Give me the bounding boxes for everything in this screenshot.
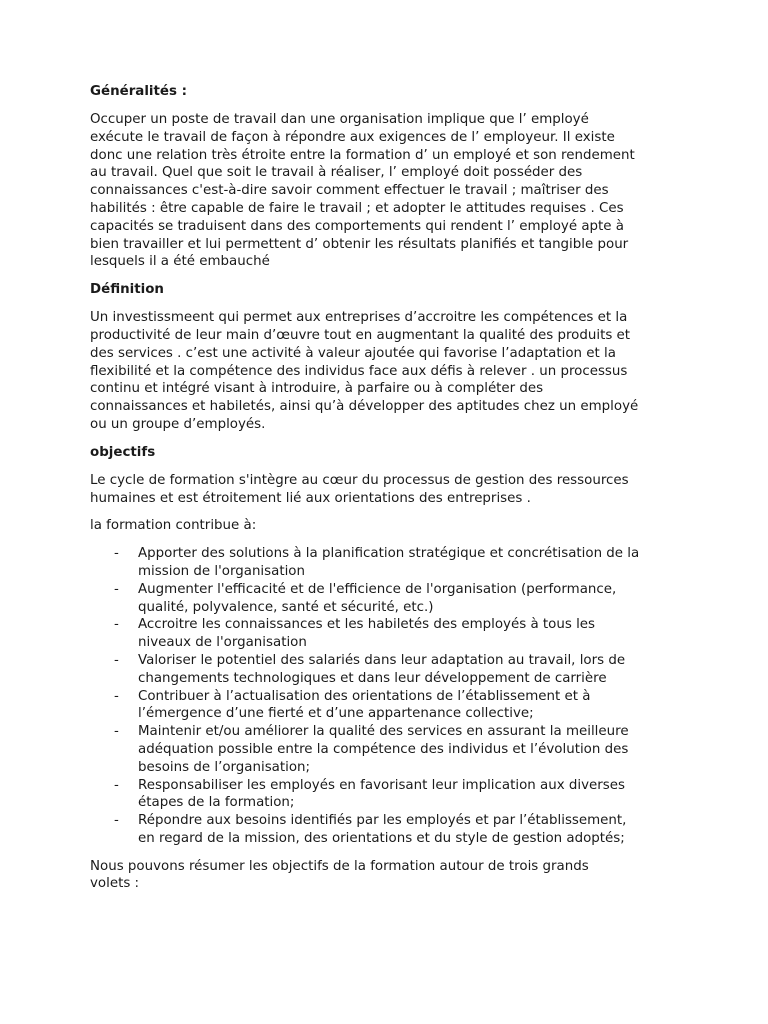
objectives-list [90,545,680,848]
bullet-dash: - [114,652,119,668]
list-item-text: Apporter des solutions à la planification stratégique et concrétisation de la mission de l'organisation [138,546,640,579]
bullet-dash: - [114,617,119,633]
bullet-dash: - [114,581,119,597]
list-item [90,688,680,724]
list-item-text: Responsabiliser les employés en favorisant leur implication aux diverses étapes de la formation; [138,777,625,811]
paragraph-closing: Nous pouvons résumer les objectifs de la formation autour de trois grands volets : [90,858,589,892]
list-item-text: Augmenter l'efficacité et de l'efficience de l'organisation (performance, qualité, polyvalence, santé et sécurité, etc.) [138,581,617,615]
list-item-text: Valoriser le potentiel des salariés dans leur adaptation au travail, lors de changements technologiques et dans leur développement de carrière [138,652,626,686]
paragraph-formation-contribue: la formation contribue à: [90,518,257,534]
paragraph-generalites: Occuper un poste de travail dan une organisation implique que l’ employé exécute le travail de façon à répondre aux exigences de l’ employeur. Il existe donc une relation très étroite entre la formation d’ un employé et son rendement au travail. Quel que soit le travail à réaliser, l’ employé doit posséder des connaissances c'est-à-dire savoir comment effectuer le travail ; maîtriser des habilités : être capable de faire le travail ; et adopter le attitudes requises . Ces capacités se traduisent dans des comportements qui rendent l’ employé apte à bien travailler et lui permettent d’ obtenir les résultats planifiés et tangible pour lesquels il a été embauché [90,112,635,270]
list-item [90,581,680,617]
list-item [90,545,680,581]
bullet-dash: - [114,688,119,704]
list-item [90,723,680,776]
section-objectifs [90,444,680,535]
list-item [90,616,680,652]
paragraph-cycle-formation: Le cycle de formation s'intègre au cœur du processus de gestion des ressources humaines et est étroitement lié aux orientations des entreprises . [90,472,629,506]
bullet-dash: - [114,546,119,562]
bullet-dash: - [114,777,119,793]
heading-objectifs: objectifs [90,444,156,460]
list-item-text: Maintenir et/ou améliorer la qualité des services en assurant la meilleure adéquation possible entre la compétence des individus et l’évolution des besoins de l’organisation; [138,724,629,775]
list-item-text: Répondre aux besoins identifiés par les employés et par l’établissement, en regard de la mission, des orientations et du style de gestion adoptés; [138,813,627,846]
paragraph-definition: Un investissmeent qui permet aux entreprises d’accroitre les compétences et la productivité de leur main d’œuvre tout en augmentant la qualité des produits et des services . c’est une activité à valeur ajoutée qui favorise l’adaptation et la flexibilité et la compétence des individus face aux défis à relever . un processus continu et intégré visant à introduire, à parfaire ou à compléter des connaissances et habiletés, ainsi qu’à développer des aptitudes chez un employé ou un groupe d’employés. [90,310,639,432]
bullet-dash: - [114,724,119,740]
list-item-text: Contribuer à l’actualisation des orientations de l’établissement et à l’émergence d’une fierté et d’une appartenance collective; [138,688,591,722]
list-item [90,652,680,688]
heading-definition: Définition [90,282,164,298]
heading-generalites: Généralités : [90,84,187,99]
bullet-dash: - [114,813,119,829]
section-definition [90,281,680,434]
list-item [90,777,680,813]
section-generalites [90,83,680,271]
list-item [90,812,680,848]
document-page [90,83,680,903]
list-item-text: Accroitre les connaissances et les habiletés des employés à tous les niveaux de l'organisation [138,617,596,651]
